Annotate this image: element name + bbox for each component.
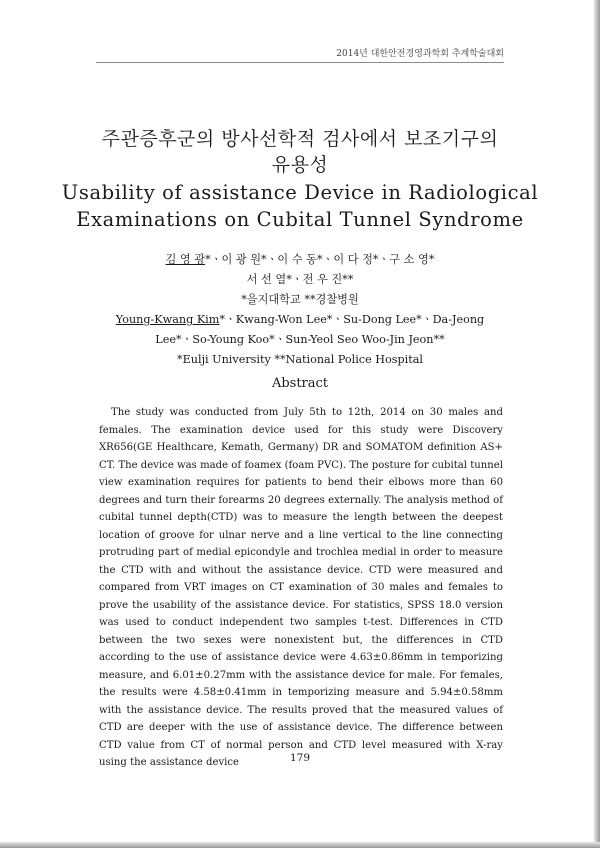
english-authors-line-2: Lee*ㆍSo-Young Koo*ㆍSun-Yeol Seo Woo-Jin Jeon** [155,333,445,346]
page-edge-bottom [0,842,600,848]
page-number: 179 [289,752,311,764]
abstract-text: The study was conducted from July 5th to 12th, 2014 on 30 males and females. The examination device used for this study were Discovery XR656(GE Healthcare, Kemath, Germany) DR and SOMATOM definition AS+ CT. The device was made of foamex (foam PVC). The posture for cubital tunnel view examination requires for patients to bend their elbows more than 60 degrees and turn their forearms 20 degrees externally. The analysis method of cubital tunnel depth(CTD) was to measure the length between the deepest location of groove for ulnar nerve and a line vertical to the line connecting protruding part of medial epicondyle and trochlea medial in order to measure the CTD with and without the assistance device. CTD were measured and compared from VRT images on CT examination of 30 males and females to prove the usability of the assistance device. For statistics, SPSS 18.0 version was used to conduct independent two samples t-test. Differences in CTD between the two sexes were nonexistent but, the differences in CTD according to the use of assistance device were 4.63±0.86mm in temporizing measure, and 6.01±0.27mm with the assistance device for male. For females, the results were 4.58±0.41mm in temporizing measure and 5.94±0.58mm with the assistance device. The results proved that the measured values of CTD are deeper with the use of assistance device. The difference between CTD value from CT of normal person and CTD level measured with X-ray using the assistance device [99,407,503,768]
english-lead-author: Young-Kwang Kim [115,313,220,326]
english-affiliation: *Eulji University **National Police Hospital [177,353,423,366]
english-title-line-1: Usability of assistance Device in Radiological [61,181,539,204]
author-block [80,250,520,370]
korean-authors-line-2: 서 선 열*ㆍ전 우 진** [246,273,354,286]
abstract-heading: Abstract [271,376,329,391]
korean-title-line-2: 유용성 [271,154,329,176]
running-header: 2014년 대한안전경영과학회 추계학술대회 [336,49,504,59]
korean-coauthors: *ㆍ이 광 원*ㆍ이 수 동*ㆍ이 다 정*ㆍ구 소 영* [205,253,435,266]
page-edge-right [594,0,600,848]
korean-affiliation: *을지대학교 **경찰병원 [241,293,359,306]
english-title [60,179,540,233]
korean-lead-author: 김 영 광 [165,253,206,266]
header-rule [96,62,504,63]
korean-title-line-1: 주관증후군의 방사선학적 검사에서 보조기구의 [101,128,499,150]
korean-title [40,126,560,178]
english-coauthors: *ㆍKwang-Won Lee*ㆍSu-Dong Lee*ㆍDa-Jeong [219,313,485,326]
english-authors-line-1 [80,310,520,330]
english-title-line-2: Examinations on Cubital Tunnel Syndrome [76,208,524,231]
korean-authors-line-1 [80,250,520,270]
